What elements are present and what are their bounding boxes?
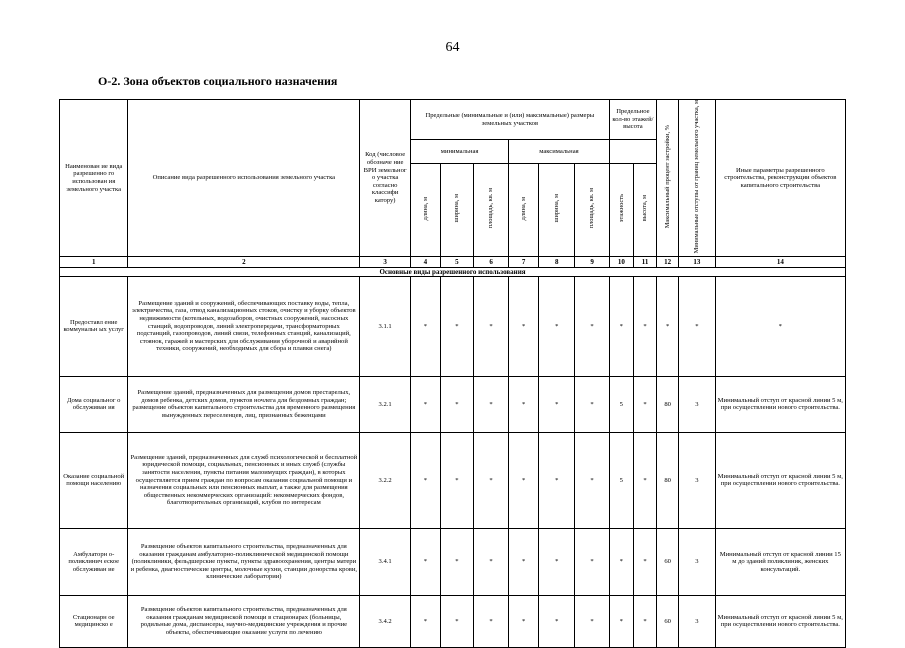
min-width-cell: * xyxy=(440,432,473,528)
max-width-cell: * xyxy=(539,276,575,376)
setback-cell: 3 xyxy=(679,528,715,595)
height-cell: * xyxy=(633,376,656,432)
max-length-cell: * xyxy=(509,376,539,432)
coverage-cell: 60 xyxy=(657,528,679,595)
column-number: 11 xyxy=(633,256,656,267)
floors-cell: 5 xyxy=(609,432,633,528)
setback-cell: * xyxy=(679,276,715,376)
header-coverage: Максимальный процент застройки, % xyxy=(657,100,679,257)
min-length-cell: * xyxy=(411,376,441,432)
column-number: 10 xyxy=(609,256,633,267)
column-number: 8 xyxy=(539,256,575,267)
height-cell: * xyxy=(633,276,656,376)
column-number: 13 xyxy=(679,256,715,267)
max-area-cell: * xyxy=(575,432,609,528)
max-area-cell: * xyxy=(575,595,609,647)
min-area-cell: * xyxy=(473,528,508,595)
header-floors-group: Предельное кол-во этажей/ высота xyxy=(609,100,656,140)
header-minimum: минимальная xyxy=(411,140,509,164)
group-heading-row xyxy=(60,267,846,276)
min-area-cell: * xyxy=(473,432,508,528)
use-type-description: Размещение объектов капитального строительства, предназначенных для оказания гражданам амбулаторно-поликлинической медицинской помощи (поликлиники, фельдшерские пункты, пункты здравоохранения, центры матери и ребенка, диагностические центры, молочные кухни, станции донорства крови, клинические лаборатории) xyxy=(128,528,360,595)
header-name: Наименован ие вида разрешенно го использован ия земельного участка xyxy=(60,100,128,257)
other-params-cell: Минимальный отступ от красной линии 5 м, при осуществлении нового строительства. xyxy=(715,595,845,647)
table-row xyxy=(60,276,846,376)
section-title: О-2. Зона объектов социального назначения xyxy=(98,74,338,88)
header-min-length: длина, м xyxy=(411,163,441,256)
other-params-cell: Минимальный отступ от красной линии 5 м, при осуществлении нового строительства. xyxy=(715,432,845,528)
header-max-width: ширина, м xyxy=(539,163,575,256)
max-area-cell: * xyxy=(575,528,609,595)
header-floors-spacer xyxy=(609,140,656,164)
table-row xyxy=(60,528,846,595)
max-width-cell: * xyxy=(539,376,575,432)
other-params-cell: * xyxy=(715,276,845,376)
min-length-cell: * xyxy=(411,595,441,647)
max-width-cell: * xyxy=(539,528,575,595)
min-width-cell: * xyxy=(440,528,473,595)
use-type-name: Оказание социальной помощи населению xyxy=(60,432,128,528)
floors-cell: * xyxy=(609,528,633,595)
column-number: 9 xyxy=(575,256,609,267)
use-type-name: Предоставл ение коммунальн ых услуг xyxy=(60,276,128,376)
header-floors: этажность xyxy=(609,163,633,256)
min-width-cell: * xyxy=(440,595,473,647)
max-length-cell: * xyxy=(509,528,539,595)
min-width-cell: * xyxy=(440,376,473,432)
other-params-cell: Минимальный отступ от красной линии 15 м до зданий поликлиник, женских консультаций. xyxy=(715,528,845,595)
setback-cell: 3 xyxy=(679,376,715,432)
header-max-area: площадь, кв. м xyxy=(575,163,609,256)
header-min-width: ширина, м xyxy=(440,163,473,256)
coverage-cell: 80 xyxy=(657,432,679,528)
header-min-area: площадь, кв. м xyxy=(473,163,508,256)
height-cell: * xyxy=(633,432,656,528)
floors-cell: * xyxy=(609,276,633,376)
max-width-cell: * xyxy=(539,432,575,528)
use-type-code: 3.2.1 xyxy=(360,376,411,432)
max-area-cell: * xyxy=(575,376,609,432)
column-number: 14 xyxy=(715,256,845,267)
setback-cell: 3 xyxy=(679,595,715,647)
header-setback: Минимальные отступы от границ земельного участка, м xyxy=(679,100,715,257)
column-number: 4 xyxy=(411,256,441,267)
max-width-cell: * xyxy=(539,595,575,647)
min-area-cell: * xyxy=(473,376,508,432)
column-number: 2 xyxy=(128,256,360,267)
use-type-code: 3.2.2 xyxy=(360,432,411,528)
use-type-name: Дома социальног о обслуживан ия xyxy=(60,376,128,432)
min-width-cell: * xyxy=(440,276,473,376)
column-number: 12 xyxy=(657,256,679,267)
floors-cell: * xyxy=(609,595,633,647)
coverage-cell: 80 xyxy=(657,376,679,432)
min-length-cell: * xyxy=(411,432,441,528)
min-area-cell: * xyxy=(473,595,508,647)
column-number: 1 xyxy=(60,256,128,267)
group-heading: Основные виды разрешенного использования xyxy=(60,267,846,276)
use-type-description: Размещение зданий и сооружений, обеспечивающих поставку воды, тепла, электричества, газа, отвод канализационных стоков, очистку и уборку объектов недвижимости (котельных, водозаборов, очистных сооружений, насосных станций, водопроводов, линий электропередачи, трансформаторных подстанций, газопроводов, линий связи, телефонных станций, канализаций, стоянок, гаражей и мастерских для обслуживания уборочной и аварийной техники, сооружений, необходимых для сбора и плавки снега) xyxy=(128,276,360,376)
header-code: Код (числовое обозначе ние ВРИ земельног о участка согласно классифи катору) xyxy=(360,100,411,257)
header-height: высота, м xyxy=(633,163,656,256)
setback-cell: 3 xyxy=(679,432,715,528)
table-row xyxy=(60,432,846,528)
min-area-cell: * xyxy=(473,276,508,376)
coverage-cell: * xyxy=(657,276,679,376)
header-maximum: максимальная xyxy=(509,140,609,164)
other-params-cell: Минимальный отступ от красной линии 5 м, при осуществлении нового строительства. xyxy=(715,376,845,432)
coverage-cell: 60 xyxy=(657,595,679,647)
use-type-code: 3.4.1 xyxy=(360,528,411,595)
column-number: 3 xyxy=(360,256,411,267)
page-number: 64 xyxy=(445,40,460,55)
max-length-cell: * xyxy=(509,432,539,528)
max-length-cell: * xyxy=(509,595,539,647)
use-type-code: 3.4.2 xyxy=(360,595,411,647)
use-type-name: Амбулаторн о-поликлинич еское обслуживан ие xyxy=(60,528,128,595)
column-number: 7 xyxy=(509,256,539,267)
height-cell: * xyxy=(633,528,656,595)
use-type-code: 3.1.1 xyxy=(360,276,411,376)
use-type-name: Стационарн ое медицинско е xyxy=(60,595,128,647)
column-number: 5 xyxy=(440,256,473,267)
use-type-description: Размещение зданий, предназначенных для служб психологической и бесплатной юридической помощи, социальных, пенсионных и иных служб (службы занятости населения, пункты питания малоимущих граждан), в которых осуществляется прием граждан по вопросам оказания социальной помощи и назначения социальных или пенсионных выплат, а также для размещения общественных некоммерческих организаций: некоммерческих фондов, благотворительных организаций, клубов по интересам xyxy=(128,432,360,528)
column-number-row xyxy=(60,256,846,267)
min-length-cell: * xyxy=(411,276,441,376)
max-area-cell: * xyxy=(575,276,609,376)
floors-cell: 5 xyxy=(609,376,633,432)
column-number: 6 xyxy=(473,256,508,267)
zone-table xyxy=(59,99,846,648)
header-max-length: длина, м xyxy=(509,163,539,256)
table-row xyxy=(60,376,846,432)
header-size-limits: Предельные (минимальные и (или) максимальные) размеры земельных участков xyxy=(411,100,610,140)
min-length-cell: * xyxy=(411,528,441,595)
use-type-description: Размещение зданий, предназначенных для размещения домов престарелых, домов ребенка, детских домов, пунктов ночлега для бездомных граждан; размещение объектов капитального строительства для временного размещения вынужденных переселенцев, лиц, признанных беженцами xyxy=(128,376,360,432)
height-cell: * xyxy=(633,595,656,647)
use-type-description: Размещение объектов капитального строительства, предназначенных для оказания гражданам медицинской помощи в стационарах (больницы, родильные дома, диспансеры, научно-медицинские учреждения и прочие объекты, обеспечивающие оказание услуги по лечению xyxy=(128,595,360,647)
header-description: Описание вида разрешенного использования земельного участка xyxy=(128,100,360,257)
header-other-params: Иные параметры разрешенного строительства, реконструкции объектов капитального строительства xyxy=(715,100,845,257)
max-length-cell: * xyxy=(509,276,539,376)
